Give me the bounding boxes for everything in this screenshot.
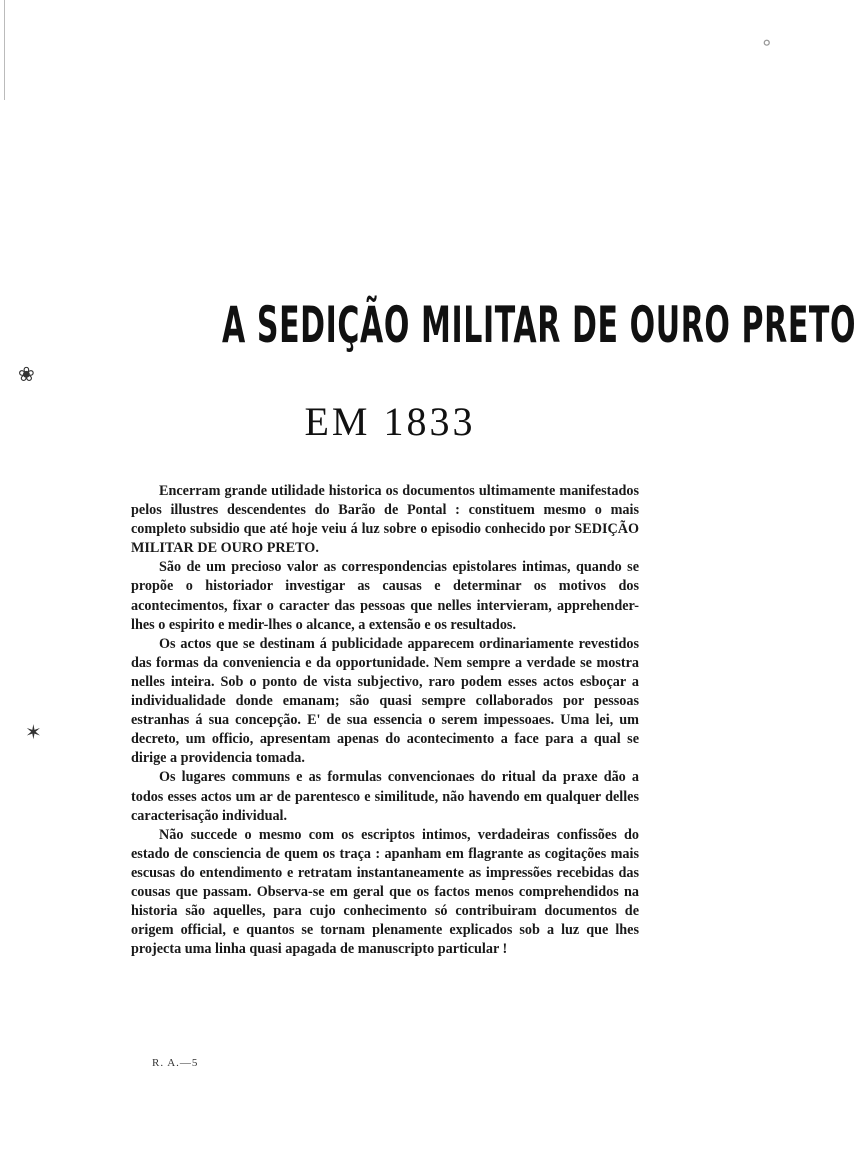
page-signature: R. A.—5 xyxy=(152,1057,199,1069)
page-edge-line xyxy=(4,0,5,100)
margin-mark-icon: ❀ xyxy=(18,362,35,386)
document-subtitle: EM 1833 xyxy=(304,399,476,444)
paragraph: Encerram grande utilidade historica os documentos ultimamente manifestados pelos illustres descendentes do Barão de Pontal : constituem mesmo o mais completo subsidio que até hoje veiu á luz sobre o episodio conhecido por SEDIÇÃO MILITAR DE OURO PRETO. xyxy=(131,483,639,557)
document-title: A SEDIÇÃO MILITAR DE OURO PRETO xyxy=(222,296,856,354)
corner-mark-icon: ∘ xyxy=(760,30,773,54)
margin-mark-icon: ✶ xyxy=(25,720,42,744)
document-body xyxy=(131,482,639,959)
paragraph: Os lugares communs e as formulas convencionaes do ritual da praxe dão a todos esses actos um ar de parentesco e similitude, não havendo em qualquer delles caracterisação individual. xyxy=(131,769,639,824)
paragraph: São de um precioso valor as correspondencias epistolares intimas, quando se propõe o historiador investigar as causas e determinar os motivos dos acontecimentos, fixar o caracter das pessoas que nelles intervieram, apprehender-lhes o espirito e medir-lhes o alcance, a extensão e os resultados. xyxy=(131,559,639,633)
paragraph: Não succede o mesmo com os escriptos intimos, verdadeiras confissões do estado de consciencia de quem os traça : apanham em flagrante as cogitações mais escusas do entendimento e retratam instantaneamente as impressões recebidas das cousas que passam. Observa-se em geral que os factos menos comprehendidos na historia são aquelles, para cujo conhecimento só contribuiram documentos de origem official, e quantos se tornam plenamente explicados sob a luz que lhes projecta uma linha quasi apagada de manuscripto particular ! xyxy=(131,826,639,958)
paragraph: Os actos que se destinam á publicidade apparecem ordinariamente revestidos das formas da conveniencia e da opportunidade. Nem sempre a verdade se mostra nelles inteira. Sob o ponto de vista subjectivo, raro podem esses actos esboçar a individualidade donde emanam; são quasi sempre collaborados por pessoas estranhas á sua concepção. E' de sua essencia o serem impessoaes. Uma lei, um decreto, um officio, apresentam apenas do acontecimento a face para a qual se dirige a providencia tomada. xyxy=(131,635,639,767)
